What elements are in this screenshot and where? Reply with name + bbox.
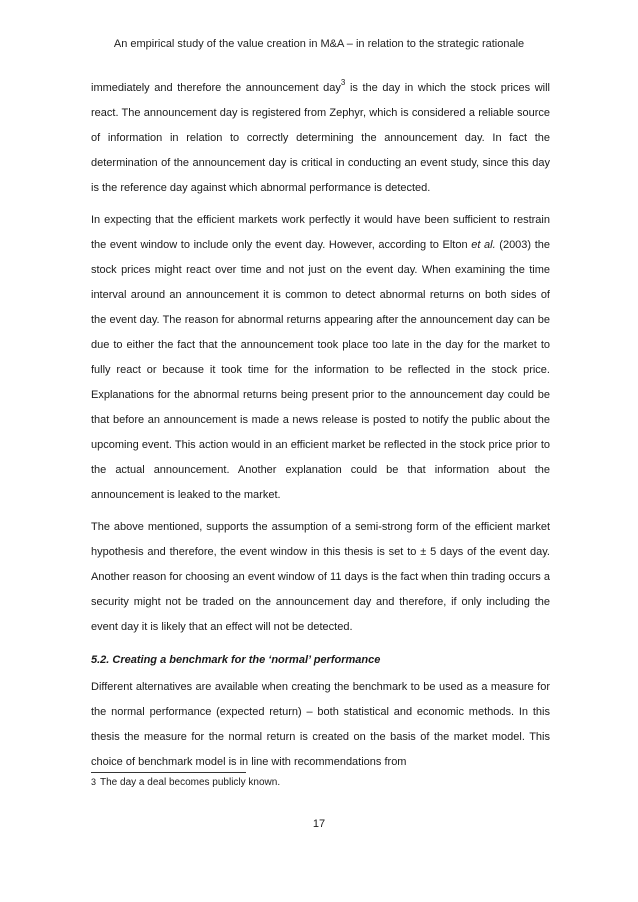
- paragraph-text: immediately and therefore the announcement day: [91, 82, 341, 94]
- footnote-number: 3: [91, 777, 97, 787]
- paragraph-text: is the day in which the stock prices will react. The announcement day is registered from Zephyr, which is considered a reliable source of information in relation to correctly determining the announcement day. In fact the determination of the announcement day is critical in conducting an event study, since this day is the reference day against which abnormal performance is detected.: [91, 82, 550, 194]
- paragraph-announcement-day: [91, 76, 550, 201]
- footnote-divider: [91, 772, 246, 773]
- citation-et-al: et al.: [471, 239, 496, 251]
- footnote: [91, 775, 296, 790]
- page-number: 17: [312, 818, 326, 830]
- paragraph-semi-strong-form: The above mentioned, supports the assumption of a semi-strong form of the efficient market hypothesis and therefore, the event window in this thesis is set to ± 5 days of the event day. Another reason for choosing an event window of 11 days is the fact when thin trading occurs a security might not be traded on the announcement day and therefore, if only including the event day it is likely that an effect will not be detected.: [91, 521, 550, 633]
- paragraph-text: In expecting that the efficient markets work perfectly it would have been sufficient to restrain the event window to include only the event day. However, according to Elton: [91, 214, 550, 251]
- running-header: An empirical study of the value creation in M&A – in relation to the strategic rationale: [113, 38, 525, 50]
- section-heading: 5.2. Creating a benchmark for the ‘normal’ performance: [91, 654, 381, 666]
- body-text: [91, 76, 550, 775]
- paragraph-text: (2003) the stock prices might react over time and not just on the event day. When examining the time interval around an announcement it is common to detect abnormal returns on both sides of the event day. The reason for abnormal returns appearing after the announcement day can be due to either the fact that the announcement took place too late in the day for the market to fully react or because it took time for the information to be reflected in the stock price. Explanations for the abnormal returns being present prior to the announcement day could be that before an announcement is made a news release is posted to notify the public about the upcoming event. This action would in an efficient market be reflected in the stock price prior to the actual announcement. Another explanation could be that information about the announcement is leaked to the market.: [91, 239, 550, 501]
- footnote-reference: 3: [340, 78, 346, 87]
- footnote-text: The day a deal becomes publicly known.: [100, 777, 281, 788]
- paragraph-event-window: [91, 208, 550, 508]
- paragraph-benchmark: Different alternatives are available when creating the benchmark to be used as a measure for the normal performance (expected return) – both statistical and economic methods. In this thesis the measure for the normal return is created on the basis of the market model. This choice of benchmark model is in line with recommendations from: [91, 681, 550, 768]
